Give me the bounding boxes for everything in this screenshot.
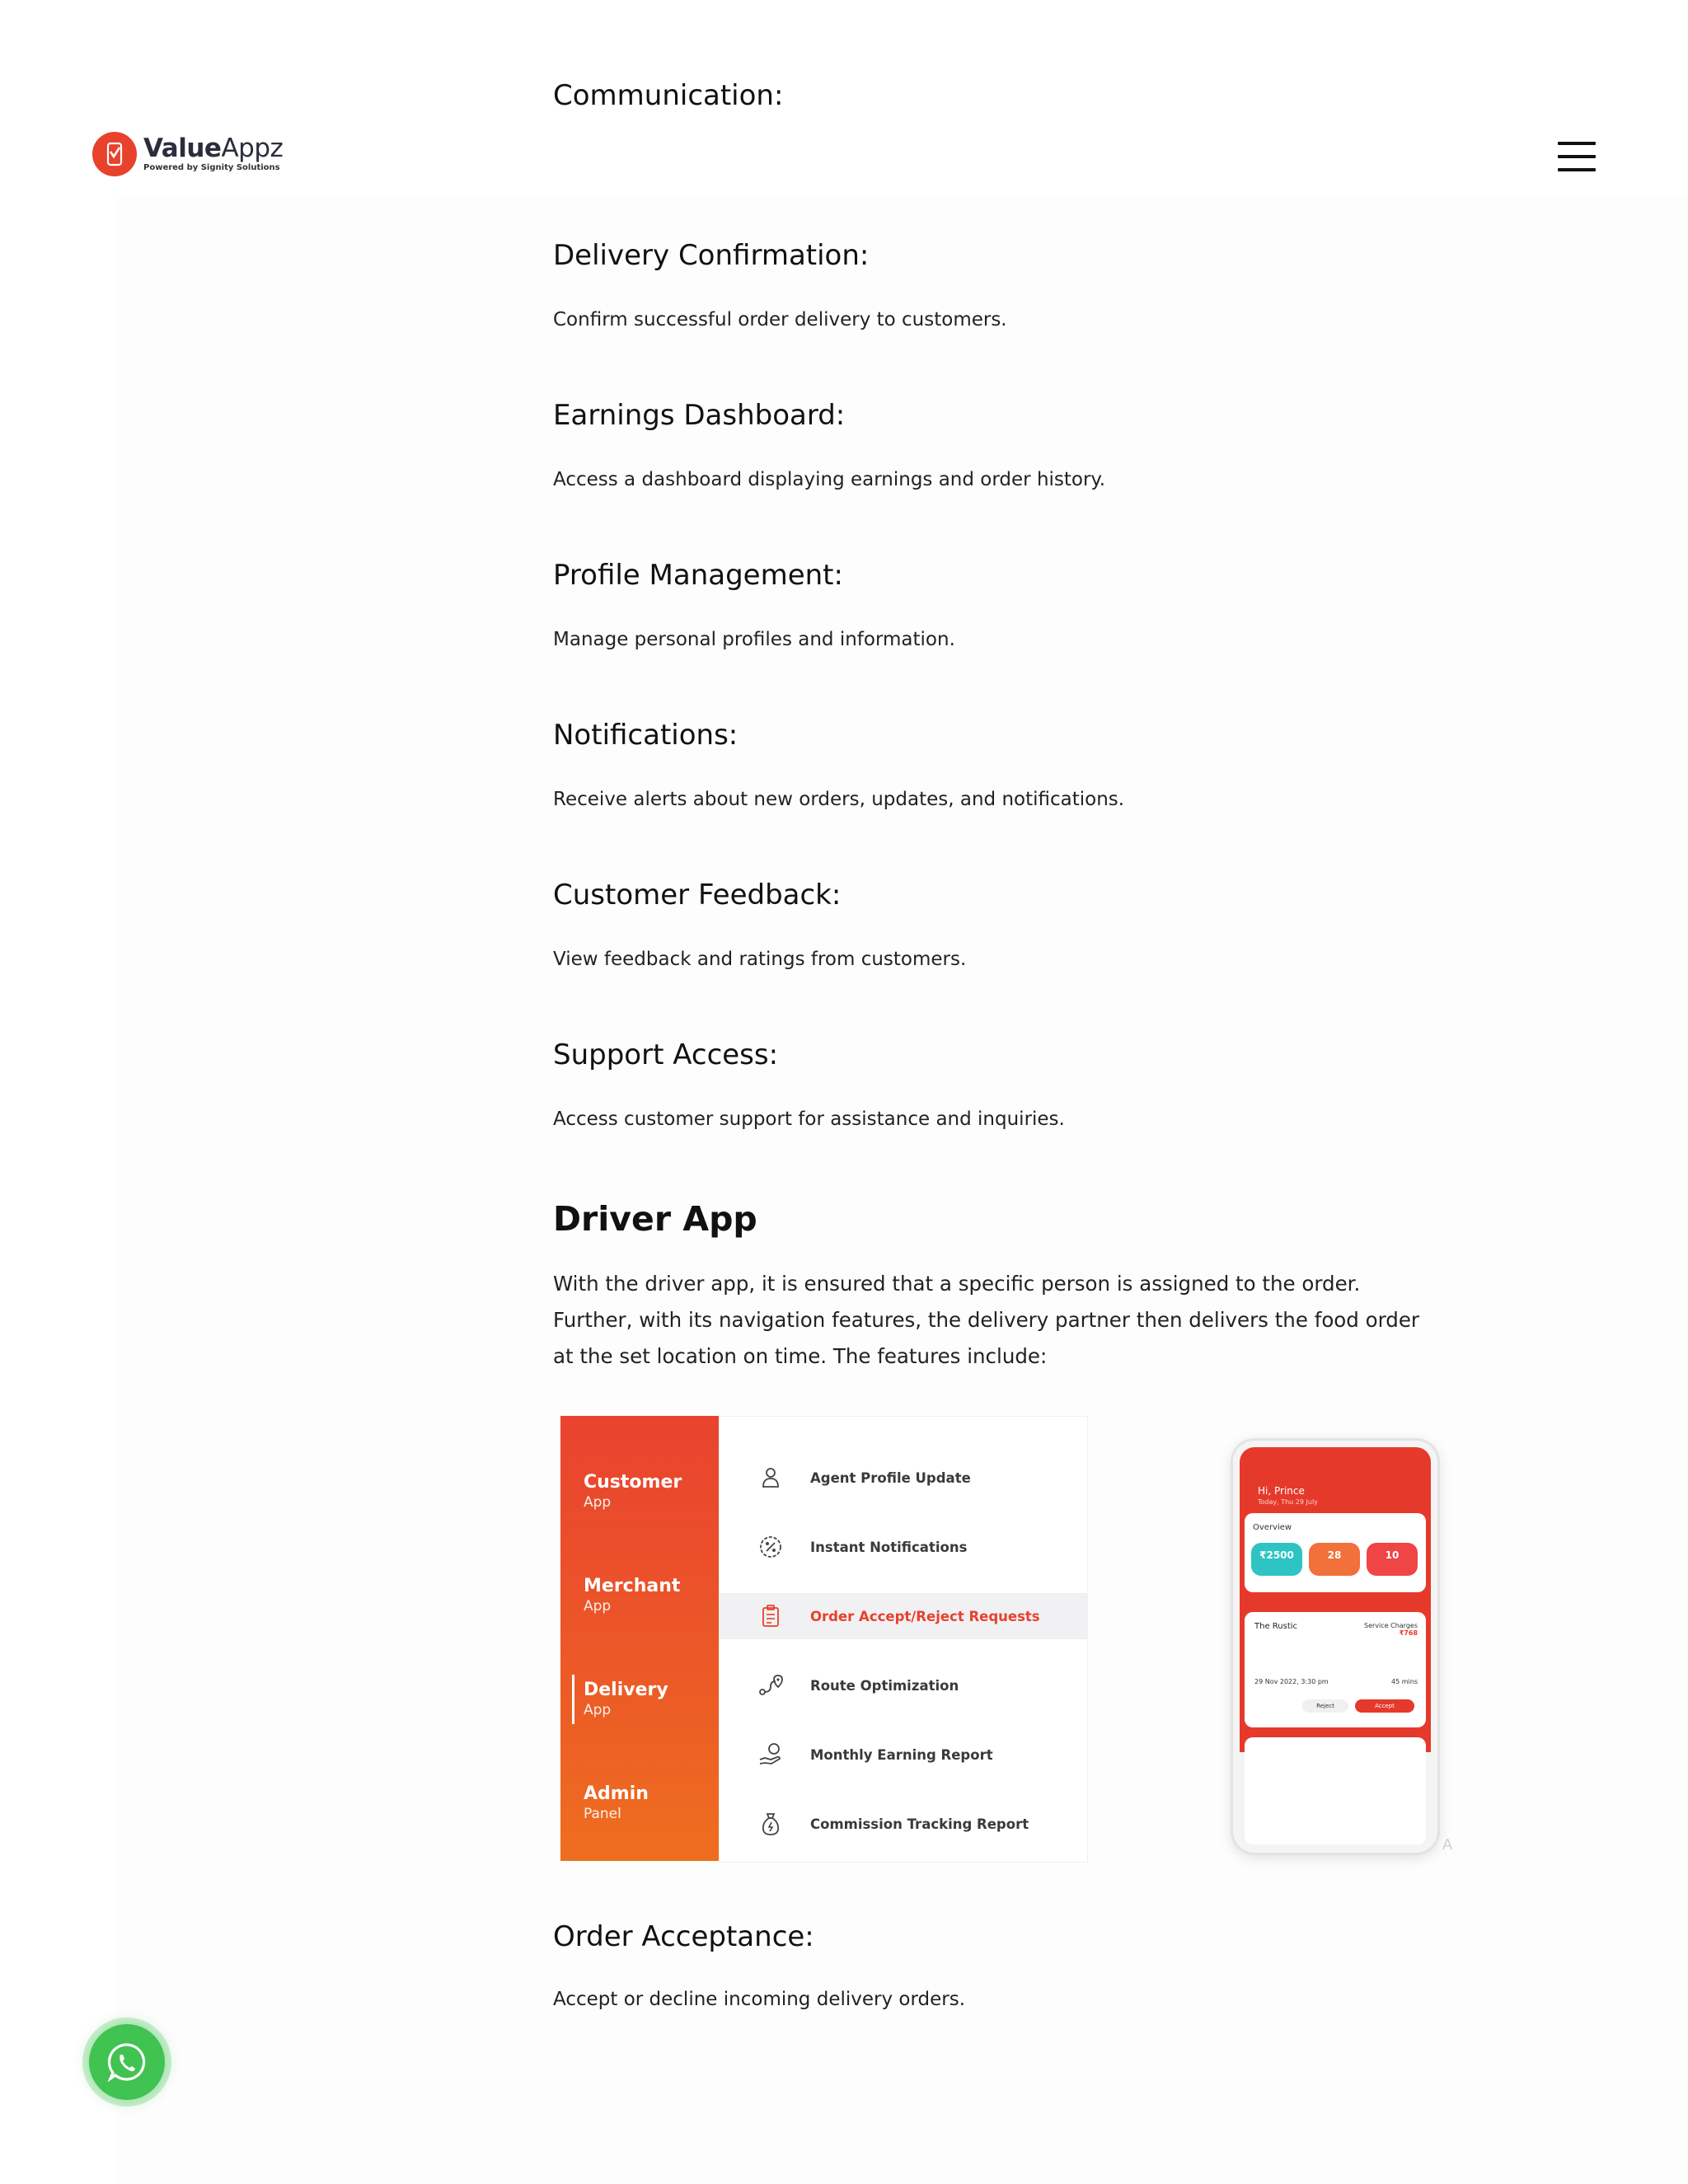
phone-charges-label: Service Charges (1364, 1622, 1418, 1629)
section-title-driver-app: Driver App (553, 1199, 757, 1239)
feature-desc-support-access: Access customer support for assistance and inquiries. (553, 1108, 1065, 1130)
phone-greeting: Hi, Prince (1258, 1485, 1305, 1497)
feature-title-communication: Communication: (553, 79, 784, 112)
whatsapp-icon (105, 2040, 149, 2084)
phone-overview-label: Overview (1253, 1523, 1292, 1532)
phone-stat-bookings: 28 (1309, 1543, 1360, 1576)
tab-sub: Panel (584, 1806, 621, 1822)
list-item-label: Monthly Earning Report (810, 1746, 993, 1763)
list-item-order-accept-reject[interactable] (720, 1593, 1087, 1639)
feature-title-customer-feedback: Customer Feedback: (553, 879, 842, 912)
phone-mockup (1233, 1441, 1437, 1853)
section-body-driver-app: With the driver app, it is ensured that a specific person is assigned to the order. Further, with its navigation features, the delivery partner then delivers the food order at the set location on time. The features include: (553, 1272, 1419, 1368)
active-tab-indicator (572, 1675, 574, 1724)
phone-booking-date: 29 Nov 2022, 3:30 pm (1254, 1678, 1329, 1685)
feature-desc-notifications: Receive alerts about new orders, updates, and notifications. (553, 789, 1125, 810)
tab-name: Admin (584, 1783, 649, 1804)
logo-name-bold: Value (143, 134, 222, 163)
list-item-label: Instant Notifications (810, 1539, 968, 1555)
feature-desc-customer-feedback: View feedback and ratings from customers. (553, 949, 967, 970)
phone-accept-button: Accept (1355, 1699, 1414, 1713)
tab-customer-app[interactable] (584, 1472, 682, 1511)
list-item-instant-notifications[interactable] (720, 1524, 1087, 1570)
tab-sub: App (584, 1598, 612, 1615)
phone-date: Today, Thu 29 July (1258, 1498, 1318, 1506)
phone-restaurant-name: The Rustic (1254, 1622, 1298, 1631)
whatsapp-chat-button[interactable] (89, 2024, 165, 2100)
money-bag-icon (756, 1809, 785, 1839)
phone-service-charges (1364, 1622, 1418, 1637)
image-watermark: A (1442, 1836, 1453, 1854)
logo-name-light: Appz (221, 134, 284, 163)
phone-stat-earnings: ₹2500 (1251, 1543, 1302, 1576)
percent-badge-icon (756, 1532, 785, 1562)
feature-list (719, 1416, 1088, 1863)
phone-charges-value: ₹768 (1399, 1629, 1418, 1637)
phone-eta: 45 mins (1391, 1678, 1418, 1685)
list-item-route-optimization[interactable] (720, 1662, 1087, 1708)
phone-stat-cancelled: 10 (1367, 1543, 1418, 1576)
tab-name: Customer (584, 1472, 682, 1493)
phone-reject-button: Reject (1302, 1699, 1348, 1713)
phone-booking-card (1245, 1612, 1426, 1727)
feature-title-notifications: Notifications: (553, 719, 738, 752)
valueappz-logo[interactable] (92, 132, 283, 176)
phone-recent-orders (1245, 1737, 1426, 1844)
tab-merchant-app[interactable] (584, 1576, 680, 1615)
hand-coin-icon (756, 1740, 785, 1769)
page-background (115, 198, 1688, 2184)
app-tabs (560, 1416, 719, 1861)
feature-title-profile-management: Profile Management: (553, 559, 843, 592)
hamburger-menu-icon[interactable] (1558, 142, 1596, 171)
tab-delivery-app[interactable] (584, 1680, 668, 1718)
route-icon (756, 1671, 785, 1700)
tab-admin-panel[interactable] (584, 1783, 649, 1822)
feature-title-earnings-dashboard: Earnings Dashboard: (553, 399, 846, 432)
feature-desc-profile-management: Manage personal profiles and information. (553, 629, 955, 650)
logo-icon (92, 132, 137, 176)
list-item-monthly-earning-report[interactable] (720, 1732, 1087, 1778)
feature-desc-delivery-confirmation: Confirm successful order delivery to customers. (553, 309, 1007, 330)
tab-name: Delivery (584, 1680, 668, 1700)
phone-overview-card (1245, 1513, 1426, 1592)
tab-sub: App (584, 1702, 612, 1718)
list-item-label: Agent Profile Update (810, 1469, 971, 1486)
logo-tagline: Powered by Signity Solutions (143, 163, 280, 172)
feature-title-order-acceptance: Order Acceptance: (553, 1920, 814, 1953)
tab-name: Merchant (584, 1576, 681, 1596)
list-item-label: Route Optimization (810, 1677, 959, 1694)
feature-desc-order-acceptance: Accept or decline incoming delivery orders. (553, 1989, 966, 2010)
user-icon (756, 1463, 785, 1493)
feature-desc-earnings-dashboard: Access a dashboard displaying earnings and order history. (553, 469, 1106, 490)
logo-name (143, 136, 283, 162)
list-item-commission-tracking-report[interactable] (720, 1801, 1087, 1847)
clipboard-icon (756, 1601, 785, 1631)
driver-app-feature-image (560, 1416, 1451, 1861)
list-item-label: Commission Tracking Report (810, 1816, 1029, 1832)
list-item-label: Order Accept/Reject Requests (810, 1608, 1040, 1624)
feature-title-delivery-confirmation: Delivery Confirmation: (553, 239, 870, 272)
feature-title-support-access: Support Access: (553, 1038, 779, 1071)
list-item-agent-profile-update[interactable] (720, 1455, 1087, 1501)
tab-sub: App (584, 1494, 612, 1511)
